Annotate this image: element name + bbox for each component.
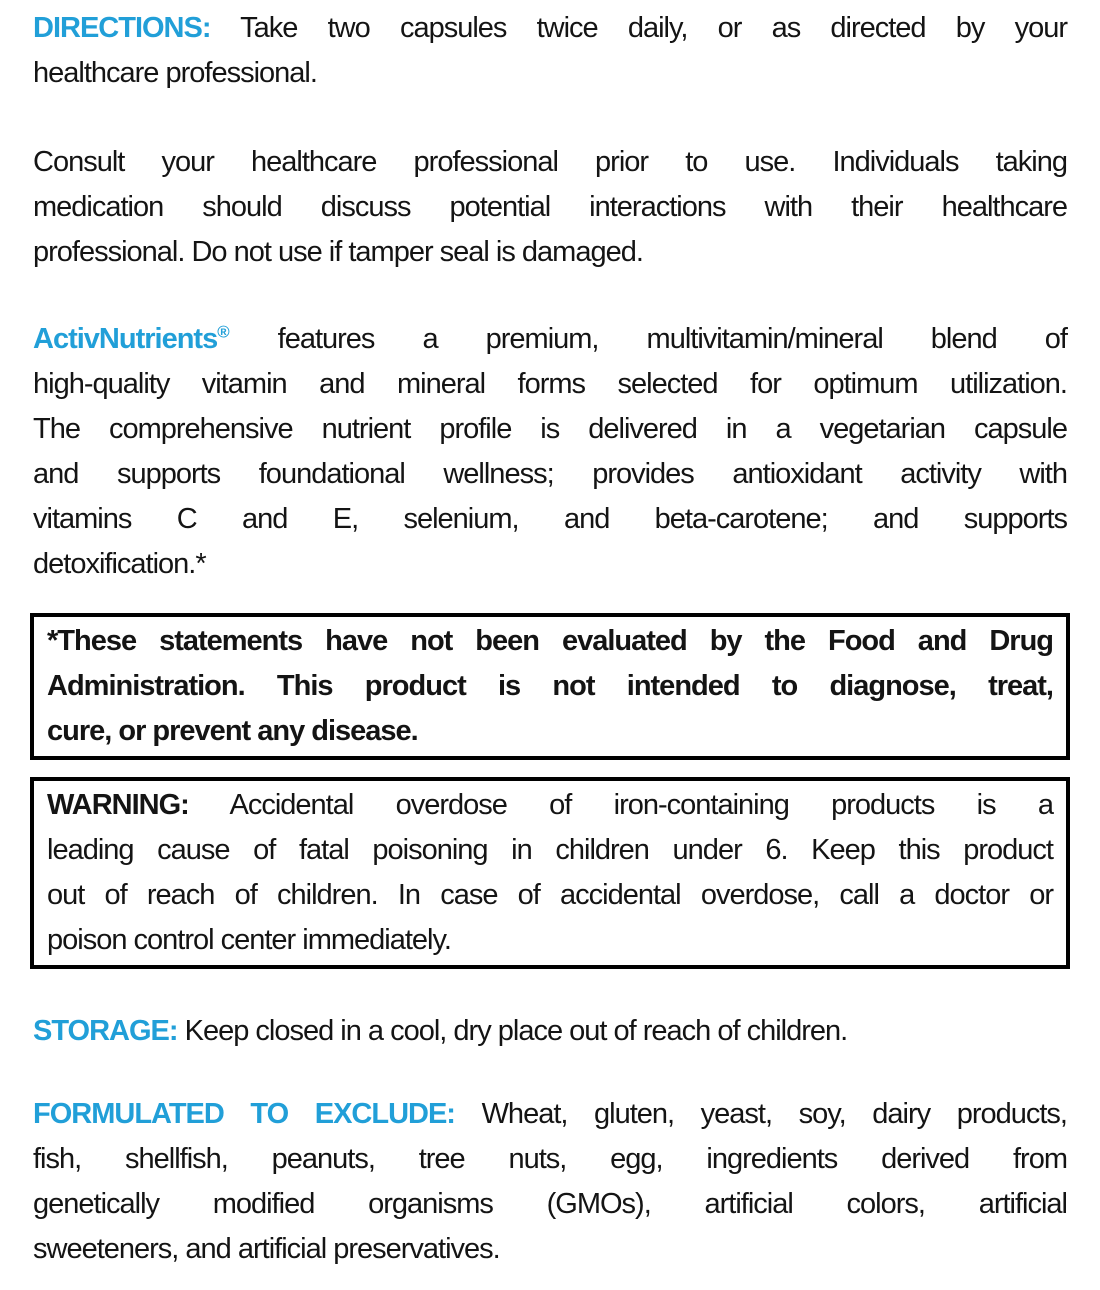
activnutrients-line-4: and supports foundational wellness; provides antioxidant activity with [33,458,1067,490]
consult-line-2: medication should discuss potential interactions with their healthcare [33,191,1067,223]
directions-text: Take two capsules twice daily, or as directed by your [240,12,1067,44]
directions-paragraph [33,6,1067,96]
registered-trademark-symbol: ® [217,322,230,342]
activnutrients-text: features a premium, multivitamin/mineral blend of [277,323,1067,355]
storage-paragraph [33,1009,1067,1054]
storage-line-1 [33,1009,1067,1054]
warning-line-3: out of reach of children. In case of accidental overdose, call a doctor or [47,879,1053,911]
activnutrients-line-3: The comprehensive nutrient profile is delivered in a vegetarian capsule [33,413,1067,445]
formulated-line-1 [33,1092,1067,1137]
storage-text: Keep closed in a cool, dry place out of reach of children. [184,1015,848,1047]
consult-paragraph [33,140,1067,275]
fda-disclaimer-line-3: cure, or prevent any disease. [47,715,418,747]
activnutrients-line-5: vitamins C and E, selenium, and beta-carotene; and supports [33,503,1067,535]
warning-label: WARNING: [47,789,189,821]
storage-label: STORAGE: [33,1015,178,1047]
formulated-line-2: fish, shellfish, peanuts, tree nuts, egg, ingredients derived from [33,1143,1067,1175]
warning-paragraph [47,783,1053,963]
warning-line-4: poison control center immediately. [47,924,451,956]
directions-line-1 [33,6,1067,51]
directions-line-2: healthcare professional. [33,57,317,89]
formulated-line-4: sweeteners, and artificial preservatives. [33,1233,500,1265]
warning-line-2: leading cause of fatal poisoning in children under 6. Keep this product [47,834,1053,866]
warning-line-1 [47,783,1053,828]
fda-disclaimer-paragraph [47,619,1053,754]
formulated-to-exclude-paragraph [33,1092,1067,1272]
activnutrients-line-2: high-quality vitamin and mineral forms selected for optimum utilization. [33,368,1067,400]
activnutrients-paragraph [33,317,1067,587]
fda-disclaimer-line-2: Administration. This product is not intended to diagnose, treat, [47,670,1053,702]
brand-name: ActivNutrients® [33,322,230,355]
consult-line-1: Consult your healthcare professional prior to use. Individuals taking [33,146,1067,178]
formulated-to-exclude-text: Wheat, gluten, yeast, soy, dairy products, [481,1098,1067,1130]
warning-box [30,777,1070,969]
consult-line-3: professional. Do not use if tamper seal is damaged. [33,236,643,268]
fda-disclaimer-box [30,613,1070,760]
directions-label: DIRECTIONS: [33,12,211,44]
warning-text: Accidental overdose of iron-containing products is a [229,789,1053,821]
activnutrients-line-6: detoxification.* [33,548,206,580]
formulated-line-3: genetically modified organisms (GMOs), artificial colors, artificial [33,1188,1067,1220]
fda-disclaimer-line-1: *These statements have not been evaluated by the Food and Drug [47,625,1053,657]
activnutrients-line-1 [33,317,1067,362]
formulated-to-exclude-label: FORMULATED TO EXCLUDE: [33,1098,455,1130]
